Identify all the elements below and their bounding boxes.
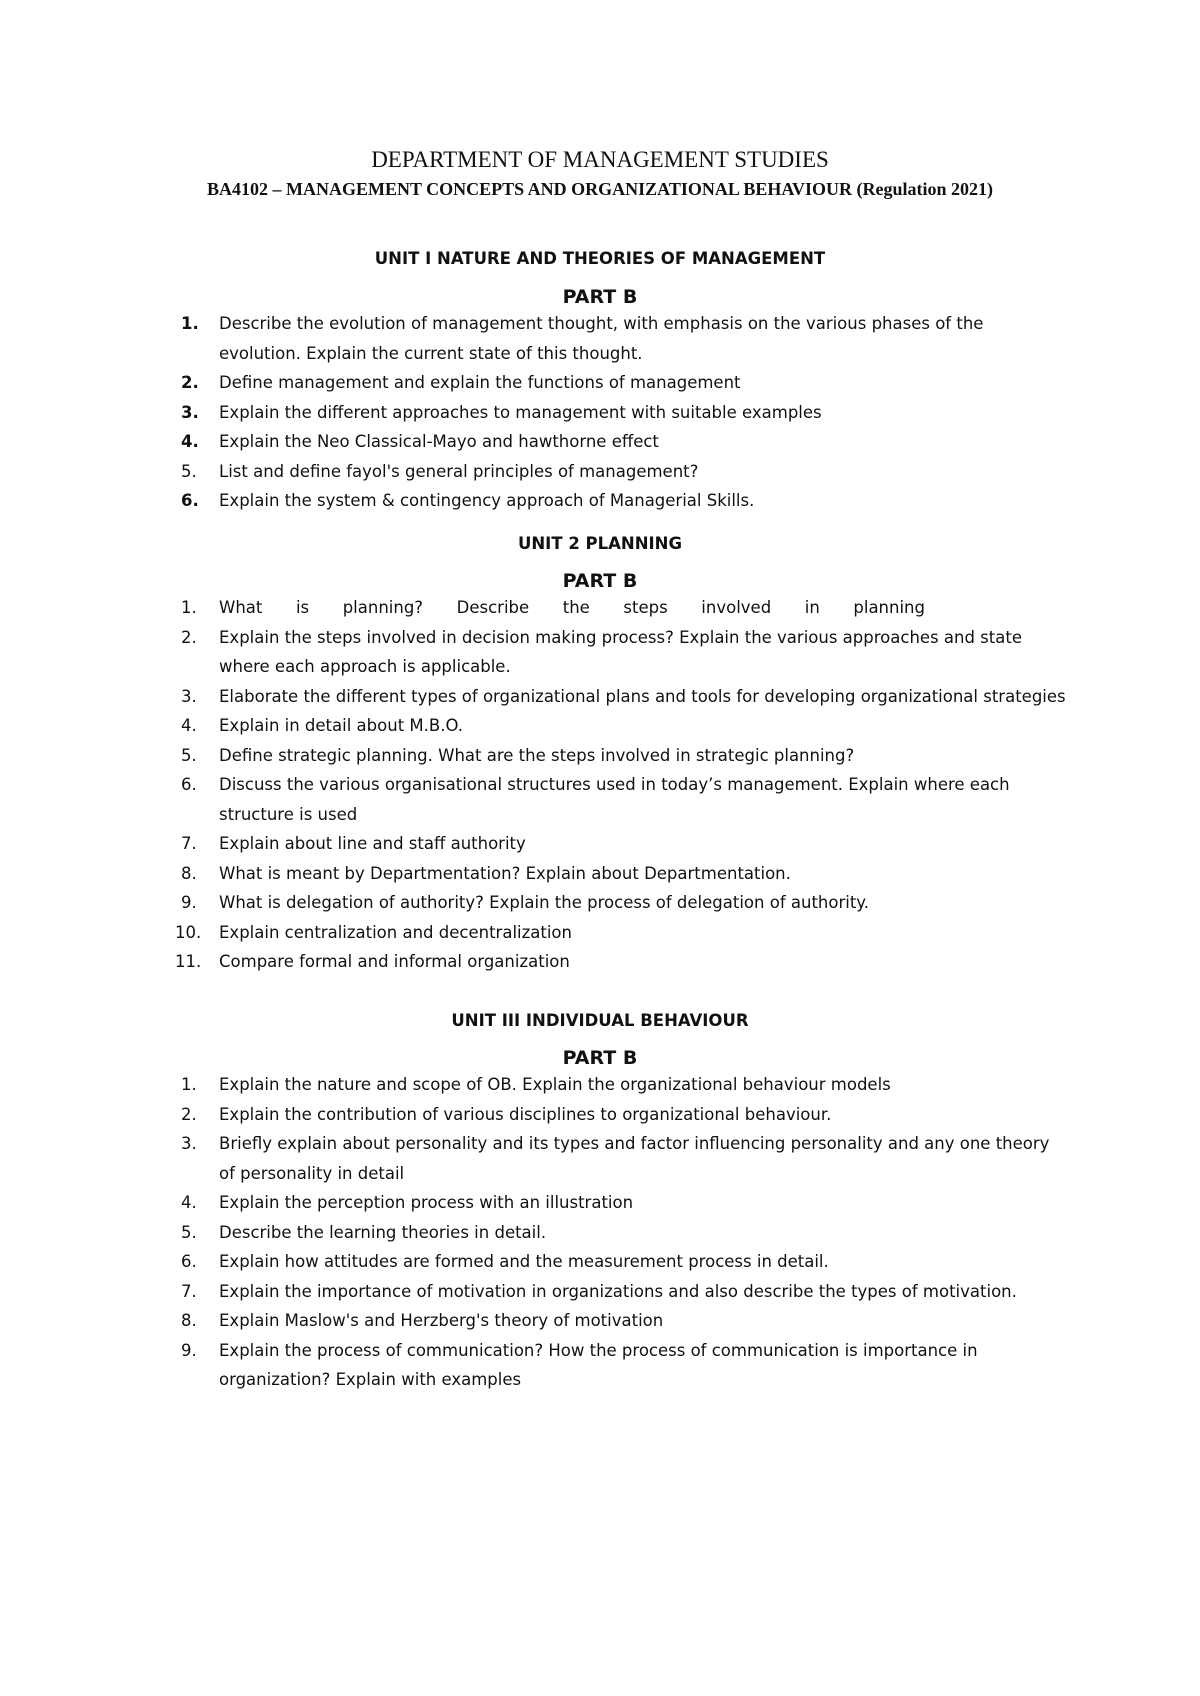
question-word: in	[804, 598, 820, 617]
question-text: Explain the process of communication? How the process of communication is importance in organization? Explain with examples	[219, 1340, 978, 1389]
question-number: 6.	[181, 491, 199, 510]
question-text: Explain the perception process with an illustration	[219, 1193, 634, 1212]
question-text: Compare formal and informal organization	[219, 952, 570, 971]
question-word: planning?	[342, 598, 424, 617]
question-number: 7.	[181, 834, 197, 853]
question-word: steps	[623, 598, 668, 617]
question-number: 3.	[181, 1134, 197, 1153]
question-word: What	[219, 598, 263, 617]
unit-3-part-title: PART B	[562, 1047, 638, 1069]
question-item	[0, 1306, 1069, 1336]
question-item	[0, 829, 1069, 859]
question-number: 4.	[181, 716, 197, 735]
unit-2-part-title: PART B	[562, 570, 638, 592]
question-word: planning	[853, 598, 925, 617]
question-text: Explain the different approaches to management with suitable examples	[219, 402, 822, 422]
question-word: Describe	[456, 598, 530, 617]
question-number: 4.	[181, 1193, 197, 1212]
question-item	[0, 859, 1069, 889]
question-number: 5.	[181, 745, 197, 765]
question-text: What is delegation of authority? Explain the process of delegation of authority.	[219, 893, 869, 912]
question-item	[0, 741, 1069, 771]
question-text: Explain the steps involved in decision making process? Explain the various approaches and state where each approach is applicable.	[219, 627, 1022, 676]
unit-1-title: UNIT I NATURE AND THEORIES OF MANAGEMENT	[374, 249, 826, 268]
question-item	[0, 623, 1069, 682]
question-number: 7.	[181, 1281, 197, 1301]
question-item	[0, 711, 1069, 741]
question-item	[0, 770, 1069, 829]
question-item	[0, 593, 1069, 623]
unit-1-questions	[0, 309, 1200, 516]
question-text: Explain Maslow's and Herzberg's theory of motivation	[219, 1311, 664, 1330]
question-text: Explain the Neo Classical-Mayo and hawthorne effect	[219, 432, 659, 451]
question-number: 3.	[181, 686, 197, 706]
question-text: Explain about line and staff authority	[219, 834, 526, 853]
unit-2-questions	[0, 593, 1200, 977]
question-item	[0, 427, 1069, 457]
question-text	[219, 593, 925, 623]
unit-3-questions	[0, 1070, 1200, 1395]
question-item	[0, 888, 1069, 918]
question-number: 6.	[181, 1252, 197, 1271]
question-number: 8.	[181, 863, 197, 883]
question-item	[0, 918, 1069, 948]
question-text: Explain the system & contingency approach of Managerial Skills.	[219, 491, 755, 510]
question-text: Define strategic planning. What are the steps involved in strategic planning?	[219, 745, 855, 765]
question-item	[0, 1188, 1069, 1218]
question-item	[0, 1277, 1069, 1307]
question-number: 1.	[181, 598, 197, 617]
question-item	[0, 1247, 1069, 1277]
question-number: 6.	[181, 775, 197, 794]
question-item	[0, 682, 1069, 712]
question-word: involved	[701, 598, 772, 617]
question-text: Describe the evolution of management thought, with emphasis on the various phases of the evolution. Explain the current state of this thought.	[219, 314, 984, 363]
question-text: Elaborate the different types of organizational plans and tools for developing organizational strategies	[219, 686, 1066, 706]
question-item	[0, 947, 1069, 977]
question-number: 8.	[181, 1311, 197, 1330]
question-item	[0, 1129, 1069, 1188]
question-item	[0, 368, 1069, 398]
question-text: List and define fayol's general principles of management?	[219, 461, 699, 481]
question-word: is	[295, 598, 310, 617]
question-text: Explain in detail about M.B.O.	[219, 716, 464, 735]
question-text: Explain centralization and decentralization	[219, 922, 572, 942]
question-item	[0, 457, 1069, 487]
question-text: Describe the learning theories in detail.	[219, 1222, 547, 1242]
question-text: Explain the contribution of various disciplines to organizational behaviour.	[219, 1104, 832, 1124]
question-number: 3.	[181, 402, 199, 422]
question-number: 10.	[175, 922, 202, 942]
question-text: Define management and explain the functions of management	[219, 373, 741, 392]
question-item	[0, 398, 1069, 428]
question-text: Explain how attitudes are formed and the measurement process in detail.	[219, 1252, 829, 1271]
question-text: What is meant by Departmentation? Explain about Departmentation.	[219, 863, 791, 883]
question-number: 1.	[181, 314, 199, 333]
question-text: Briefly explain about personality and its types and factor influencing personality and any one theory of personality in detail	[219, 1134, 1050, 1183]
course-title: BA4102 – MANAGEMENT CONCEPTS AND ORGANIZATIONAL BEHAVIOUR (Regulation 2021)	[206, 179, 994, 199]
unit-3-title: UNIT III INDIVIDUAL BEHAVIOUR	[451, 1011, 749, 1030]
question-item	[0, 1218, 1069, 1248]
question-number: 1.	[181, 1075, 197, 1094]
question-text: Explain the nature and scope of OB. Explain the organizational behaviour models	[219, 1075, 891, 1094]
question-number: 5.	[181, 1222, 197, 1242]
unit-2-title: UNIT 2 PLANNING	[517, 534, 683, 553]
question-word: the	[562, 598, 590, 617]
question-number: 2.	[181, 627, 197, 647]
question-number: 9.	[181, 1340, 197, 1360]
question-number: 2.	[181, 373, 199, 392]
question-item	[0, 486, 1069, 516]
question-number: 2.	[181, 1104, 197, 1124]
unit-1-part-title: PART B	[562, 286, 638, 308]
question-number: 4.	[181, 432, 199, 451]
question-text: Discuss the various organisational structures used in today’s management. Explain where each structure is used	[219, 775, 1010, 824]
question-number: 11.	[175, 952, 202, 971]
question-item	[0, 309, 1069, 368]
question-item	[0, 1100, 1069, 1130]
question-number: 9.	[181, 893, 197, 912]
question-text: Explain the importance of motivation in organizations and also describe the types of motivation.	[219, 1281, 1017, 1301]
question-number: 5.	[181, 461, 197, 481]
question-item	[0, 1336, 1069, 1395]
department-title: DEPARTMENT OF MANAGEMENT STUDIES	[371, 147, 829, 172]
question-item	[0, 1070, 1069, 1100]
